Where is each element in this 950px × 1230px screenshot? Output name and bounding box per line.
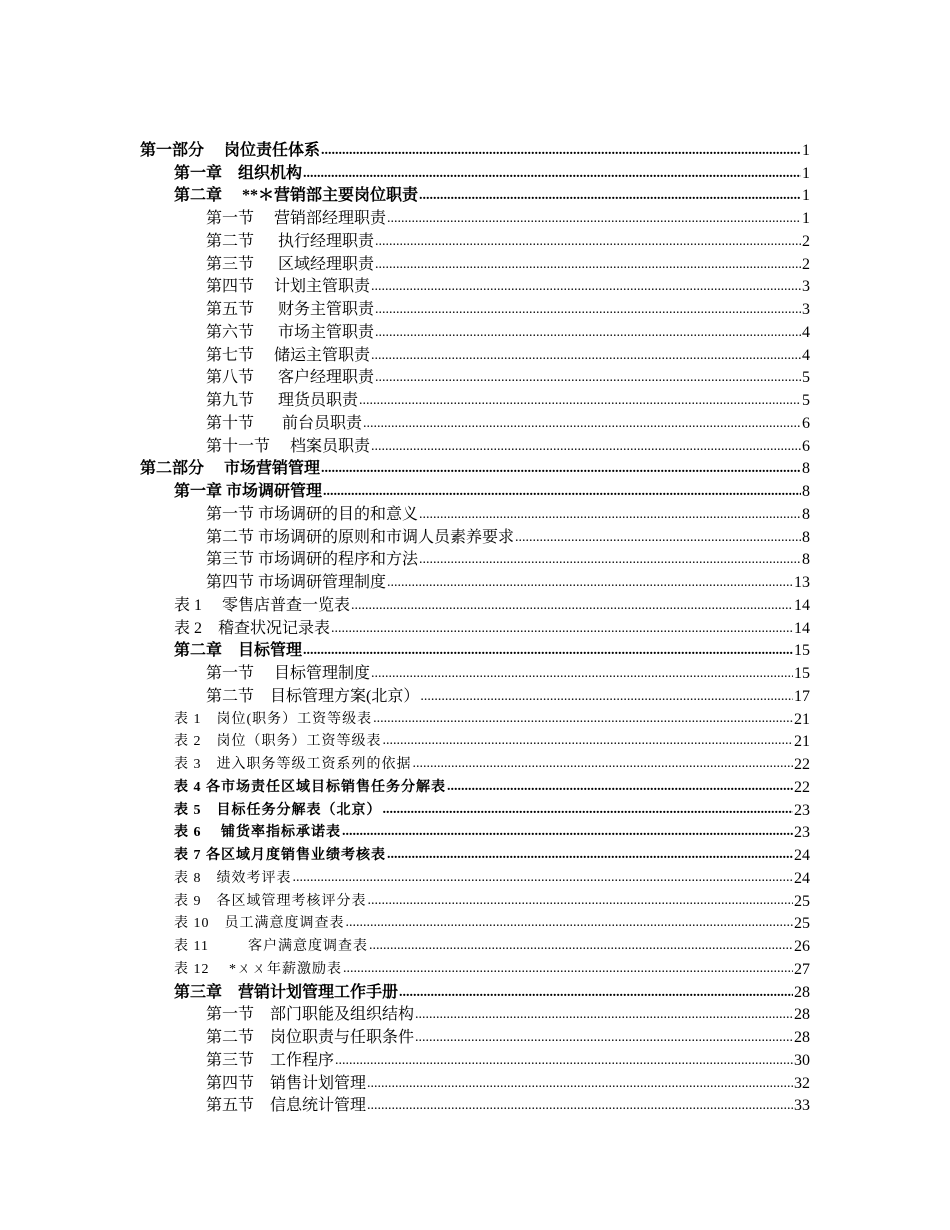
toc-entry[interactable] — [0, 229, 810, 252]
toc-entry-page-number: 8 — [802, 460, 810, 478]
toc-entry-page-number: 27 — [794, 960, 810, 978]
toc-entry-title: 第三节 市场调研的程序和方法 — [206, 551, 419, 569]
toc-entry-page-number: 25 — [794, 915, 810, 933]
toc-entry-page-number: 17 — [794, 687, 810, 705]
toc-entry-page-number: 14 — [794, 596, 810, 614]
toc-entry[interactable] — [0, 1048, 810, 1071]
toc-leader-dots — [367, 1097, 793, 1113]
toc-entry-page-number: 6 — [802, 437, 810, 455]
toc-leader-dots — [375, 324, 801, 340]
toc-leader-dots — [321, 460, 801, 476]
toc-leader-dots — [515, 529, 801, 545]
toc-entry-page-number: 8 — [802, 528, 810, 546]
toc-entry-title: 第五节 财务主管职责 — [206, 301, 375, 318]
toc-entry-page-number: 22 — [794, 756, 810, 773]
toc-entry[interactable] — [0, 639, 810, 662]
toc-leader-dots — [447, 779, 793, 795]
toc-entry-title: 表 2 稽查状况记录表 — [174, 619, 331, 637]
toc-entry[interactable] — [0, 297, 810, 320]
toc-entry[interactable] — [0, 252, 810, 275]
toc-entry-title: 第一节 市场调研的目的和意义 — [206, 505, 419, 523]
toc-entry-title: 第三节 区域经理职责 — [206, 255, 375, 273]
toc-entry-page-number: 28 — [794, 1029, 810, 1046]
toc-entry-page-number: 33 — [794, 1097, 810, 1115]
toc-entry-page-number: 8 — [802, 483, 810, 500]
toc-entry[interactable] — [0, 661, 810, 684]
toc-entry-title: 第一节 部门职能及组织结构 — [206, 1006, 415, 1024]
toc-leader-dots — [321, 142, 801, 158]
toc-leader-dots — [367, 1075, 793, 1091]
toc-entry-title: 表 8 绩效考评表 — [174, 870, 292, 886]
toc-entry-title: 表 12 *ㄨㄨ年薪激励表 — [174, 961, 342, 977]
toc-entry-page-number: 1 — [802, 164, 810, 182]
toc-entry-page-number: 15 — [794, 665, 810, 682]
toc-leader-dots — [387, 847, 793, 863]
toc-entry-page-number: 13 — [794, 574, 810, 591]
toc-entry-title: 第五节 信息统计管理 — [206, 1097, 367, 1115]
toc-entry[interactable] — [0, 912, 810, 935]
toc-entry-title: 第六节 市场主管职责 — [206, 323, 375, 341]
toc-entry-title: 表 6 铺货率指标承诺表 — [174, 825, 341, 841]
toc-entry[interactable] — [0, 570, 810, 593]
toc-entry[interactable] — [0, 434, 810, 457]
toc-entry-page-number: 14 — [794, 619, 810, 637]
toc-entry-page-number: 4 — [802, 346, 810, 364]
toc-entry-title: 第一节 营销部经理职责 — [206, 210, 387, 227]
toc-leader-dots — [368, 893, 794, 909]
toc-entry-title: 第二章 目标管理 — [174, 642, 303, 660]
toc-entry-page-number: 21 — [794, 733, 810, 751]
toc-entry-page-number: 15 — [794, 642, 810, 660]
toc-entry-page-number: 5 — [802, 369, 810, 387]
toc-leader-dots — [351, 597, 793, 613]
toc-entry-title: 第四节 市场调研管理制度 — [206, 574, 387, 591]
toc-entry[interactable] — [0, 161, 810, 184]
table-of-contents — [0, 138, 950, 1116]
toc-entry-page-number: 24 — [794, 869, 810, 887]
toc-entry-title: 第一节 目标管理制度 — [206, 665, 371, 682]
toc-entry-title: 第一章 组织机构 — [174, 164, 303, 182]
toc-entry-title: 第二章 **＊营销部主要岗位职责 — [174, 187, 419, 205]
toc-entry-title: 表 1 零售店普查一览表 — [174, 596, 351, 614]
toc-entry[interactable] — [0, 889, 810, 912]
toc-entry-title: 表 1 岗位(职务）工资等级表 — [174, 711, 373, 727]
toc-entry-page-number: 5 — [802, 392, 810, 409]
toc-entry[interactable] — [0, 1071, 810, 1094]
toc-entry-page-number: 28 — [794, 1006, 810, 1024]
toc-entry-title: 第二节 目标管理方案(北京） — [206, 687, 420, 705]
toc-entry-page-number: 8 — [802, 551, 810, 569]
toc-leader-dots — [375, 301, 801, 317]
toc-entry[interactable] — [0, 866, 810, 889]
toc-entry-title: 表 3 进入职务等级工资系列的依据 — [174, 757, 412, 772]
toc-leader-dots — [293, 870, 794, 886]
toc-entry[interactable] — [0, 457, 810, 480]
toc-leader-dots — [383, 733, 794, 749]
toc-entry[interactable] — [0, 388, 810, 411]
toc-entry-title: 表 2 岗位（职务）工资等级表 — [174, 734, 382, 750]
toc-entry-title: 表 4 各市场责任区域目标销售任务分解表 — [174, 779, 446, 795]
toc-entry-title: 第八节 客户经理职责 — [206, 369, 375, 387]
toc-leader-dots — [375, 256, 801, 272]
toc-entry[interactable] — [0, 1094, 810, 1117]
toc-entry-title: 表 9 各区域管理考核评分表 — [174, 893, 367, 909]
toc-entry[interactable] — [0, 525, 810, 548]
toc-entry[interactable] — [0, 843, 810, 866]
toc-entry-page-number: 24 — [794, 847, 810, 864]
toc-entry-title: 第十一节 档案员职责 — [206, 437, 371, 455]
toc-entry-page-number: 3 — [802, 301, 810, 318]
toc-leader-dots — [373, 711, 793, 727]
toc-entry[interactable] — [0, 798, 810, 821]
toc-entry[interactable] — [0, 1003, 810, 1026]
toc-entry-title: 第十节 前台员职责 — [206, 414, 363, 432]
toc-leader-dots — [371, 278, 801, 294]
toc-entry[interactable] — [0, 752, 810, 775]
toc-leader-dots — [303, 642, 793, 658]
toc-leader-dots — [415, 1006, 793, 1022]
toc-entry[interactable] — [0, 684, 810, 707]
toc-leader-dots — [369, 938, 793, 954]
toc-entry-title: 表 10 员工满意度调查表 — [174, 916, 345, 932]
toc-entry-page-number: 21 — [794, 710, 810, 728]
toc-entry-title: 第二部分 市场营销管理 — [140, 460, 321, 478]
toc-entry[interactable] — [0, 343, 810, 366]
toc-entry[interactable] — [0, 502, 810, 525]
toc-leader-dots — [383, 802, 794, 818]
toc-entry[interactable] — [0, 616, 810, 639]
toc-entry-page-number: 3 — [802, 278, 810, 296]
toc-entry-page-number: 30 — [794, 1051, 810, 1069]
toc-entry-title: 第三节 工作程序 — [206, 1051, 335, 1069]
toc-entry[interactable] — [0, 206, 810, 229]
toc-entry-title: 表 7 各区域月度销售业绩考核表 — [174, 848, 386, 863]
toc-entry-page-number: 26 — [794, 938, 810, 955]
toc-entry[interactable] — [0, 1025, 810, 1048]
toc-leader-dots — [342, 824, 793, 840]
toc-entry-title: 第四节 计划主管职责 — [206, 278, 371, 296]
toc-entry[interactable] — [0, 479, 810, 502]
toc-entry-title: 第九节 理货员职责 — [206, 392, 359, 409]
toc-leader-dots — [419, 551, 801, 567]
toc-entry[interactable] — [0, 548, 810, 571]
toc-entry[interactable] — [0, 275, 810, 298]
toc-leader-dots — [371, 665, 793, 681]
toc-entry[interactable] — [0, 366, 810, 389]
toc-leader-dots — [371, 438, 801, 454]
toc-entry-page-number: 1 — [802, 210, 810, 227]
toc-entry-title: 第七节 储运主管职责 — [206, 346, 371, 364]
toc-leader-dots — [415, 1029, 793, 1045]
toc-entry-title: 第二节 市场调研的原则和市调人员素养要求 — [206, 528, 515, 546]
toc-leader-dots — [343, 961, 793, 977]
toc-entry-page-number: 32 — [794, 1074, 810, 1092]
toc-entry[interactable] — [0, 821, 810, 844]
toc-entry-title: 表 5 目标任务分解表（北京） — [174, 802, 382, 818]
toc-entry[interactable] — [0, 184, 810, 207]
toc-entry-title: 第一部分 岗位责任体系 — [140, 141, 321, 159]
toc-entry-title: 第四节 销售计划管理 — [206, 1074, 367, 1092]
toc-leader-dots — [375, 233, 801, 249]
toc-leader-dots — [387, 574, 793, 590]
toc-entry-title: 表 11 客户满意度调查表 — [174, 939, 368, 954]
toc-leader-dots — [323, 483, 801, 499]
toc-entry[interactable] — [0, 957, 810, 980]
toc-entry[interactable] — [0, 934, 810, 957]
toc-entry-title: 第一章 市场调研管理 — [174, 483, 323, 500]
toc-entry-page-number: 1 — [802, 187, 810, 205]
toc-leader-dots — [371, 347, 801, 363]
toc-leader-dots — [387, 210, 801, 226]
toc-leader-dots — [399, 984, 793, 1000]
toc-entry-title: 第二节 执行经理职责 — [206, 232, 375, 250]
toc-entry[interactable] — [0, 980, 810, 1003]
toc-leader-dots — [335, 1052, 793, 1068]
toc-entry-page-number: 28 — [794, 983, 810, 1001]
toc-leader-dots — [331, 620, 793, 636]
toc-entry-title: 第三章 营销计划管理工作手册 — [174, 983, 399, 1001]
toc-entry-title: 第二节 岗位职责与任职条件 — [206, 1029, 415, 1046]
toc-leader-dots — [419, 506, 801, 522]
toc-leader-dots — [363, 415, 801, 431]
toc-leader-dots — [359, 392, 801, 408]
toc-entry-page-number: 23 — [794, 801, 810, 819]
toc-entry[interactable] — [0, 411, 810, 434]
toc-entry-page-number: 6 — [802, 414, 810, 432]
toc-entry[interactable] — [0, 707, 810, 730]
toc-leader-dots — [375, 369, 801, 385]
toc-entry[interactable] — [0, 138, 810, 161]
toc-entry-page-number: 2 — [802, 232, 810, 250]
toc-entry[interactable] — [0, 320, 810, 343]
toc-entry-page-number: 23 — [794, 824, 810, 842]
toc-leader-dots — [303, 165, 801, 181]
toc-entry-page-number: 1 — [802, 141, 810, 159]
toc-leader-dots — [419, 187, 801, 203]
toc-entry-page-number: 2 — [802, 255, 810, 273]
toc-entry[interactable] — [0, 593, 810, 616]
toc-entry[interactable] — [0, 730, 810, 753]
toc-entry-page-number: 25 — [794, 892, 810, 910]
toc-leader-dots — [413, 756, 794, 772]
toc-entry-page-number: 8 — [802, 505, 810, 523]
toc-entry-page-number: 22 — [794, 778, 810, 796]
toc-leader-dots — [346, 915, 794, 931]
toc-leader-dots — [420, 688, 793, 704]
toc-entry[interactable] — [0, 775, 810, 798]
toc-entry-page-number: 4 — [802, 323, 810, 341]
